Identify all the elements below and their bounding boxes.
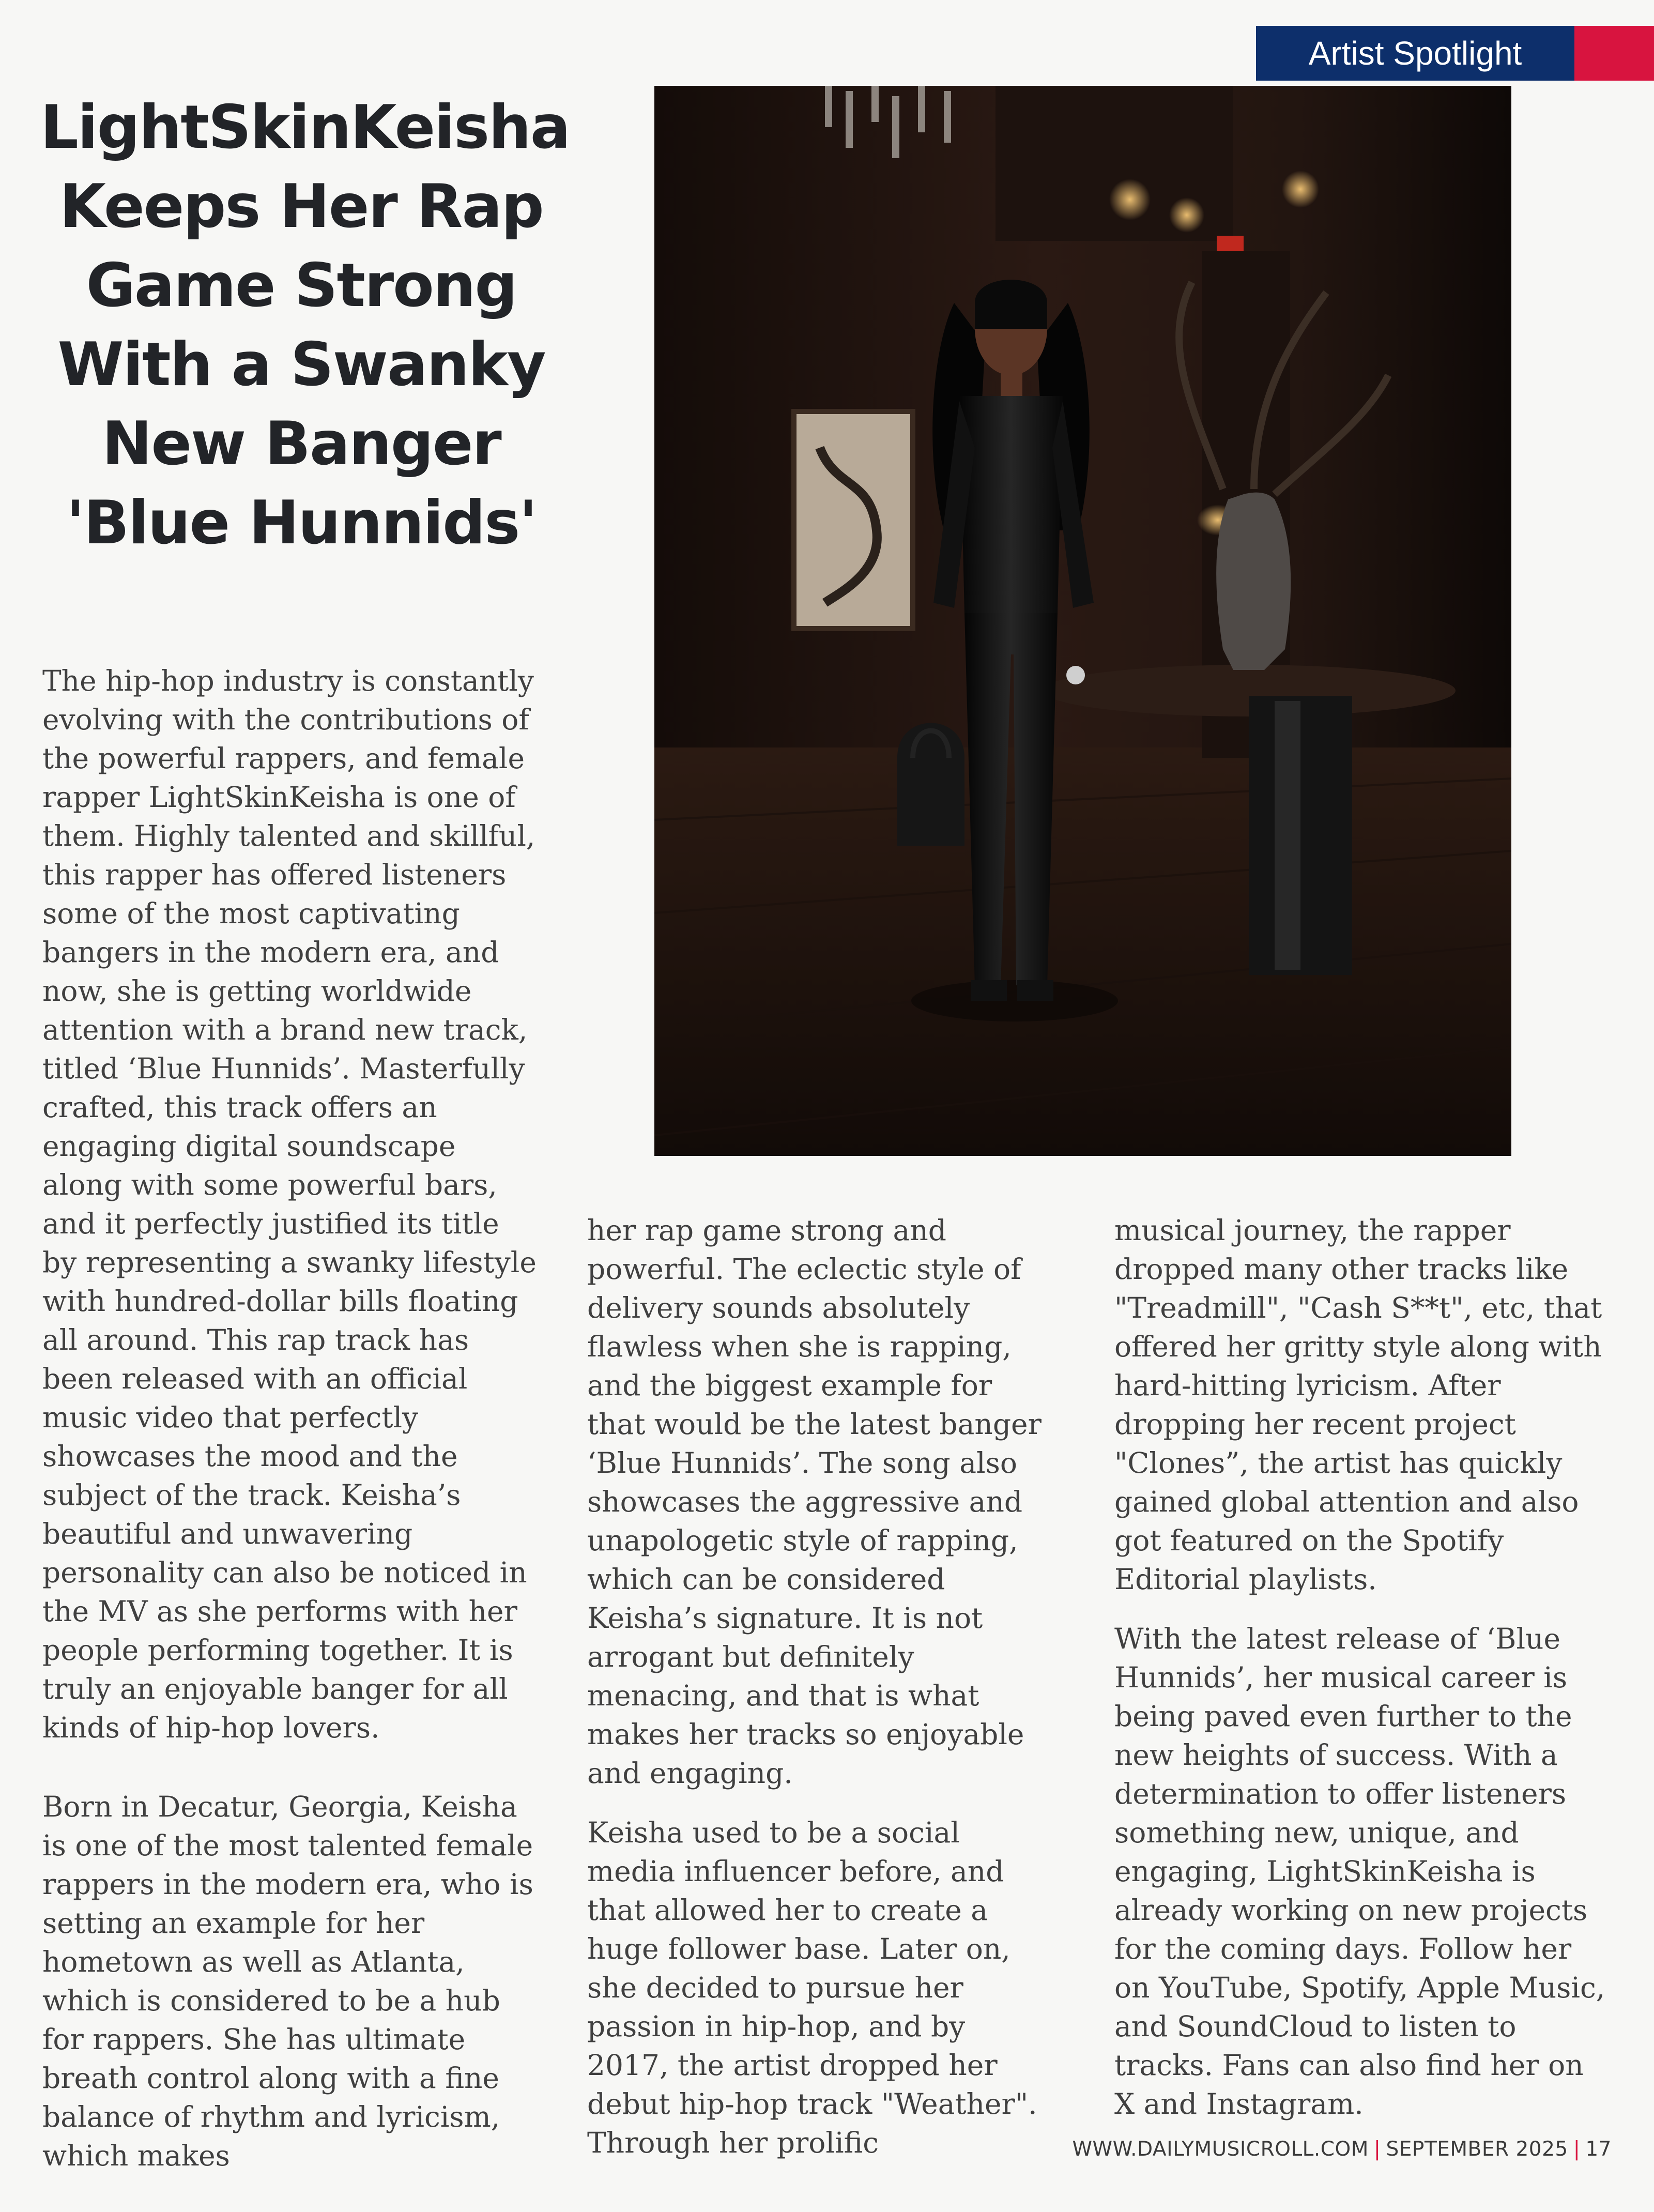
article-column-3 (1114, 1211, 1611, 2144)
article-paragraph: The hip-hop industry is constantly evolving with the contributions of the powerful rappers, and female rapper LightSkinKeisha is one of them. Highly talented and skillful, this rapper has offered listeners some of the most captivating bangers in the modern era, and now, she is getting worldwide attention with a brand new track, titled ‘Blue Hunnids’. Masterfully crafted, this track offers an engaging digital soundscape along with some powerful bars, and it perfectly justified its title by representing a swanky lifestyle with hundred-dollar bills floating all around. This rap track has been released with an official music video that perfectly showcases the mood and the subject of the track. Keisha’s beautiful and unwavering personality can also be noticed in the MV as she performs with her people performing together. It is truly an enjoyable banger for all kinds of hip-hop lovers. (42, 664, 537, 1744)
article-paragraph: Keisha used to be a social media influencer before, and that allowed her to create a huge follower base. Later on, she decided to pursue her passion in hip-hop, and by 2017, the artist dropped her debut hip-hop track "Weather". Through her prolific (587, 1816, 1037, 2159)
article-paragraph: her rap game strong and powerful. The eclectic style of delivery sounds absolutely flawless when she is rapping, and the biggest example for that would be the latest banger ‘Blue Hunnids’. The song also showcases the aggressive and unapologetic style of rapping, which can be considered Keisha’s signature. It is not arrogant but definitely menacing, and that is what makes her tracks so enjoyable and engaging. (587, 1214, 1042, 1790)
article-column-2 (587, 1211, 1052, 2183)
footer-separator: | (1373, 2138, 1381, 2161)
article-paragraph: With the latest release of ‘Blue Hunnids’, her musical career is being paved even further to the new heights of success. With a determination to offer listeners something new, unique, and engaging, LightSkinKeisha is already working on new projects for the coming days. Follow her on YouTube, Spotify, Apple Music, and SoundCloud to listen to tracks. Fans can also find her on X and Instagram. (1114, 1622, 1605, 2121)
section-label: Artist Spotlight (1256, 26, 1574, 81)
footer-separator: | (1573, 2138, 1581, 2161)
article-column-1 (42, 662, 539, 2212)
footer-website[interactable]: WWW.DAILYMUSICROLL.COM (1072, 2138, 1369, 2161)
page-footer (1072, 2138, 1612, 2161)
page-number: 17 (1585, 2138, 1612, 2161)
footer-date: SEPTEMBER 2025 (1386, 2138, 1568, 2161)
article-paragraph: musical journey, the rapper dropped many other tracks like "Treadmill", "Cash S**t", etc, that offered her gritty style along with hard-hitting lyricism. After dropping her recent project "Clones”, the artist has quickly gained global attention and also got featured on the Spotify Editorial playlists. (1114, 1214, 1602, 1596)
artist-photo (654, 86, 1511, 1156)
article-headline: LightSkinKeisha Keeps Her Rap Game Strong With a Swanky New Banger 'Blue Hunnids' (40, 93, 570, 558)
article-paragraph: Born in Decatur, Georgia, Keisha is one of the most talented female rappers in the modern era, who is setting an example for her hometown as well as Atlanta, which is considered to be a hub for rappers. She has ultimate breath control along with a fine balance of rhythm and lyricism, which makes (42, 1790, 533, 2172)
section-banner (1256, 26, 1654, 81)
banner-accent-block (1574, 26, 1654, 81)
